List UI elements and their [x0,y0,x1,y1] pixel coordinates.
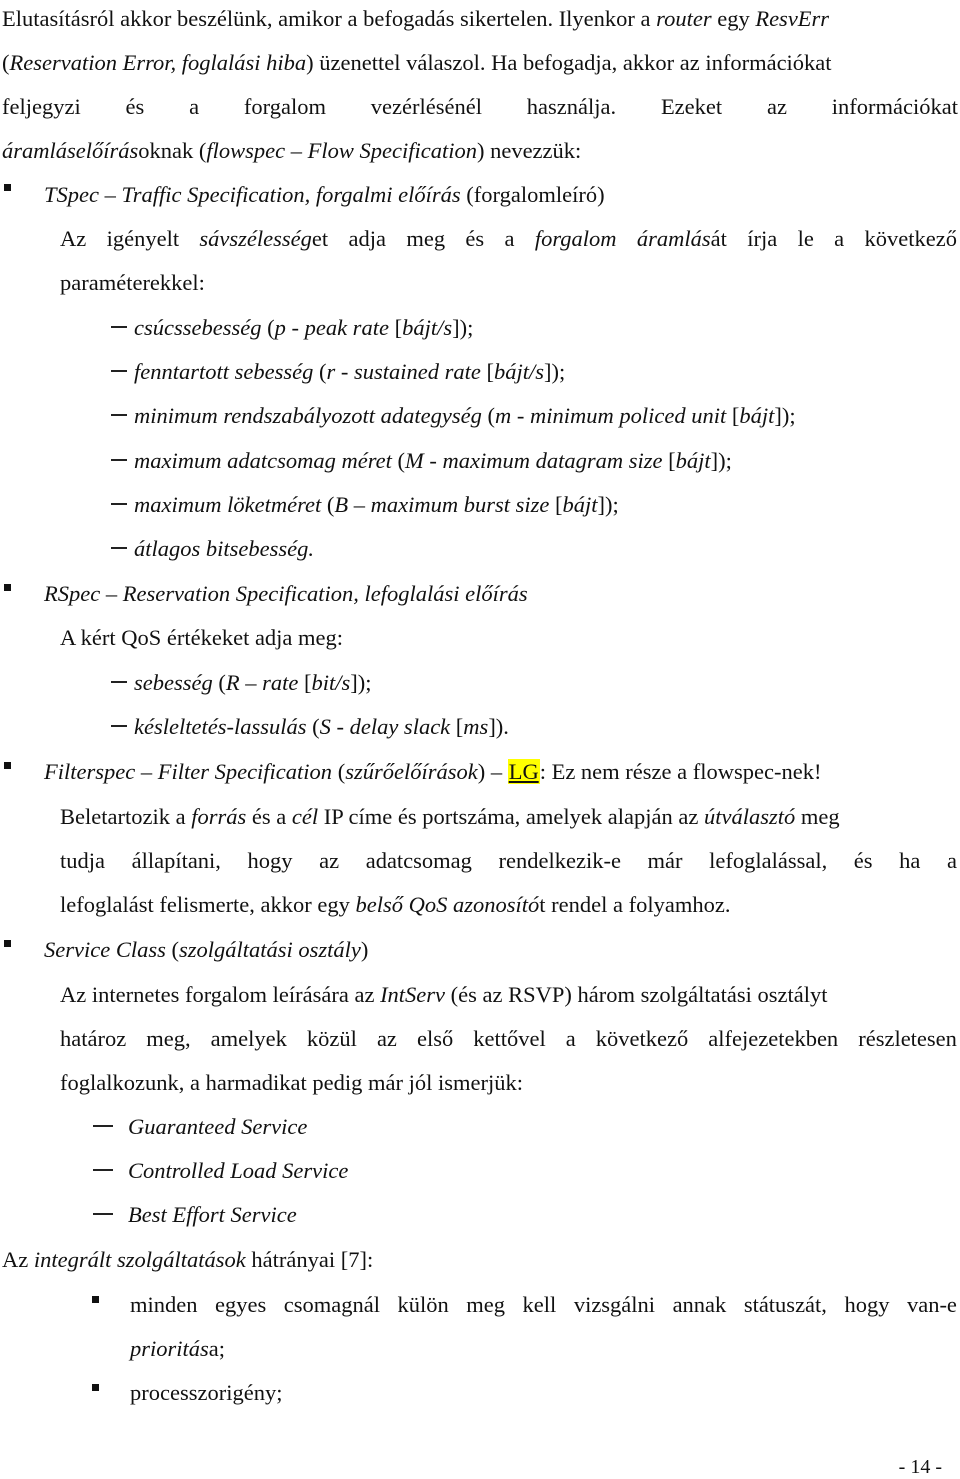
tspec-intro-line [60,268,205,312]
text-run: Elutasításról akkor beszélünk, amikor a befogadás sikertelen. Ilyenkor a [2,6,657,31]
word: meg, [146,1026,191,1051]
italic-term: útválasztó [703,804,796,829]
word: és [465,226,485,251]
serviceclass-heading [44,935,368,979]
text-run: (és az RSVP) három szolgáltatási osztályt [445,982,828,1007]
italic-term: bájt [739,403,775,428]
filterspec-line [60,890,730,934]
italic-term: B – maximum burst size [334,492,550,517]
serviceclass-line [60,980,957,1024]
word: kell [522,1292,557,1317]
word: a [946,848,957,873]
word: alfejezetekben [708,1026,839,1051]
italic-term: maximum löketméret [134,492,322,517]
text-run: át [710,226,727,251]
text-run: Az internetes forgalom leírására az [60,982,381,1007]
word: vezérlésénél [370,94,482,119]
word: részletesen [858,1026,957,1051]
italic-term: szolgáltatási osztály [178,937,361,962]
italic-term: M - maximum datagram size [405,448,663,473]
italic-term: minimum rendszabályozott adategység [134,403,482,428]
word: Az [60,226,87,251]
italic-term: forrás [191,804,247,829]
word: a [504,226,515,251]
text-run: Beletartozik a [60,804,192,829]
italic-term: Best Effort Service [128,1202,297,1227]
italic-term: m - minimum policed unit [495,403,727,428]
italic-term: Service Class [44,937,166,962]
dash-icon [111,414,127,416]
serviceclass-line-justified [60,1024,957,1068]
rspec-item [134,668,372,712]
highlighted-comment-tag: LG [508,759,539,784]
word: a [565,1026,576,1051]
italic-term: Filterspec – Filter Specification [44,759,333,784]
tspec-heading [44,180,605,224]
tspec-intro-line [60,224,957,268]
italic-term: Controlled Load Service [128,1158,349,1183]
text-run: ( [261,315,275,340]
italic-term: maximum adatcsomag méret [134,448,392,473]
word: kettővel [473,1026,546,1051]
italic-term: áramlás [636,226,711,251]
word: ha [899,848,921,873]
word: és [853,848,873,873]
text-run: ]); [710,448,732,473]
drawback-item-line [130,1290,957,1334]
text-run: hátrányai [7]: [245,1247,374,1272]
italic-term: ms [463,714,489,739]
filterspec-line [60,802,957,846]
word: amelyek [210,1026,287,1051]
paragraph-line [2,4,958,48]
italic-term: Reservation Error, foglalási hiba [9,50,307,75]
italic-term: belső QoS azonosító [355,892,540,917]
dash-icon [93,1125,113,1127]
text-run: [ [298,670,312,695]
dash-icon [93,1169,113,1171]
word: hogy [844,1292,890,1317]
italic-term: sávszélesség [199,226,312,251]
text-run: ( [391,448,405,473]
justified-row [60,802,957,832]
word-group [60,802,840,832]
dash-icon [111,547,127,549]
tspec-item [134,357,565,401]
italic-term: bájt [562,492,598,517]
word: a [834,226,845,251]
word: használja. [526,94,617,119]
drawback-item-line [130,1334,225,1378]
text-run: meg [795,804,840,829]
italic-term: S - delay slack [319,714,451,739]
rspec-item [134,712,509,756]
text-run: ( [321,492,335,517]
text-run: Az [2,1247,34,1272]
service-item [128,1112,307,1156]
rspec-intro [60,623,343,667]
rspec-heading [44,579,528,623]
italic-term: bit/s [311,670,351,695]
word: lefoglalással, [709,848,828,873]
tspec-item [134,490,619,534]
word: státuszát, [743,1292,827,1317]
text-run: [ [480,359,494,384]
text-run: t rendel a folyamhoz. [539,892,731,917]
italic-term: p - peak rate [274,315,389,340]
italic-term: TSpec – Traffic Specification, forgalmi előírás [44,182,461,207]
text-run: ) [477,759,491,784]
service-item [128,1156,348,1200]
word: minden [130,1292,198,1317]
word: adja [348,226,386,251]
italic-term: sebesség [134,670,213,695]
square-bullet-icon [4,940,11,947]
italic-term: bájt [675,448,711,473]
word: Ezeket [660,94,723,119]
text-run: ( [313,359,327,384]
dash-icon [111,503,127,505]
italic-term: integrált szolgáltatások [33,1247,246,1272]
word: az [376,1026,397,1051]
word: következő [595,1026,689,1051]
word: az [766,94,787,119]
italic-term: bájt/s [493,359,544,384]
text-run: ) üzenettel válaszol. Ha befogadja, akkor az információkat [306,50,832,75]
word: le [797,226,814,251]
italic-term: átlagos bitsebesség. [134,536,314,561]
text-run: egy [711,6,756,31]
paragraph-line [2,48,958,92]
filterspec-line-justified [60,846,957,890]
word: csomagnál [283,1292,380,1317]
italic-term: forgalom [534,226,617,251]
word: tudja [60,848,105,873]
italic-term: flowspec – Flow Specification [206,138,477,163]
text-run: ( [332,759,346,784]
word: vizsgálni [573,1292,656,1317]
italic-term: prioritás [130,1336,209,1361]
word: információkat [831,94,958,119]
italic-term: R – rate [225,670,299,695]
text-run: ]); [597,492,619,517]
tspec-item [134,401,796,445]
word: forgalom [243,94,326,119]
text-run: ) [360,937,369,962]
square-bullet-icon [4,584,11,591]
italic-term: csúcssebesség [134,315,262,340]
square-bullet-icon [4,762,11,769]
italic-term: router [656,6,712,31]
word: határoz [60,1026,127,1051]
italic-term: cél [291,804,319,829]
drawback-item-line [130,1378,282,1422]
word: állapítani, [131,848,221,873]
text-run: ]); [774,403,796,428]
text-run: [ [726,403,740,428]
tspec-item [134,446,732,490]
word: első [416,1026,454,1051]
word: igényelt [106,226,180,251]
italic-term: bájt/s [402,315,453,340]
text-run: ( [306,714,320,739]
word: van-e [906,1292,957,1317]
text-run: ]); [350,670,372,695]
text-run: : Ez nem része a flowspec-nek! [539,759,822,784]
paragraph-line-justified [2,92,958,136]
word: következő [864,226,957,251]
text-run: ( [212,670,226,695]
text-run: ( [481,403,496,428]
text-run: foglalkozunk, a harmadikat pedig már jól ismerjük: [60,1070,523,1095]
word: annak [672,1292,727,1317]
text-run: ( [2,50,10,75]
italic-term: áramláselőírás [2,138,139,163]
text-run: lefoglalást felismerte, akkor egy [60,892,356,917]
text-run: a; [208,1336,226,1361]
text-run: és a [246,804,292,829]
service-item [128,1200,297,1244]
tspec-item [134,534,314,578]
word: meg [466,1292,506,1317]
word [199,224,328,268]
italic-term: fenntartott sebesség [134,359,314,384]
tspec-item [134,313,473,357]
page-number: - 14 - [898,1456,942,1478]
dash-icon [111,681,127,683]
word: a [189,94,200,119]
text-run: ]). [488,714,509,739]
text-run: ) nevezzük: [476,138,582,163]
square-bullet-icon [92,1296,99,1303]
italic-term: r - sustained rate [326,359,481,384]
serviceclass-line [60,1068,523,1112]
text-run: ( [165,937,179,962]
word: az [319,848,340,873]
text-run: [ [388,315,403,340]
word: egyes [215,1292,267,1317]
text-run: oknak ( [138,138,207,163]
word: feljegyzi [2,94,81,119]
text-run: et [311,226,329,251]
word: és [125,94,145,119]
italic-term: szűrőelőírások [345,759,478,784]
word: hogy [247,848,293,873]
text-run: ]); [452,315,474,340]
italic-term: Guaranteed Service [128,1114,308,1139]
text-run: [ [450,714,464,739]
word: meg [406,226,446,251]
text-run: [ [662,448,676,473]
text-run: [ [549,492,563,517]
word [637,224,727,268]
text-run: A kért QoS értékeket adja meg: [60,625,344,650]
word: rendelkezik-e [498,848,621,873]
drawbacks-intro [2,1245,373,1289]
dash-icon [111,326,127,328]
text-run: – [490,759,508,784]
dash-icon [111,459,127,461]
text-run: (forgalomleíró) [460,182,605,207]
filterspec-heading [44,757,821,801]
word: írja [747,226,778,251]
text-run: processzorigény; [130,1380,283,1405]
paragraph-line [2,136,958,180]
dash-icon [111,370,127,372]
dash-icon [111,725,127,727]
square-bullet-icon [92,1384,99,1391]
dash-icon [93,1213,113,1215]
word: adatcsomag [365,848,472,873]
word: közül [306,1026,357,1051]
italic-term: késleltetés-lassulás [134,714,307,739]
text-run: ]); [544,359,566,384]
word: már [647,848,683,873]
italic-term: IntServ [380,982,446,1007]
italic-term: RSpec – Reservation Specification, lefoglalási előírás [44,581,528,606]
text-run: IP címe és portszáma, amelyek alapján az [318,804,704,829]
italic-term: ResvErr [755,6,830,31]
word: külön [397,1292,449,1317]
text-run: paraméterekkel: [60,270,205,295]
square-bullet-icon [4,184,11,191]
